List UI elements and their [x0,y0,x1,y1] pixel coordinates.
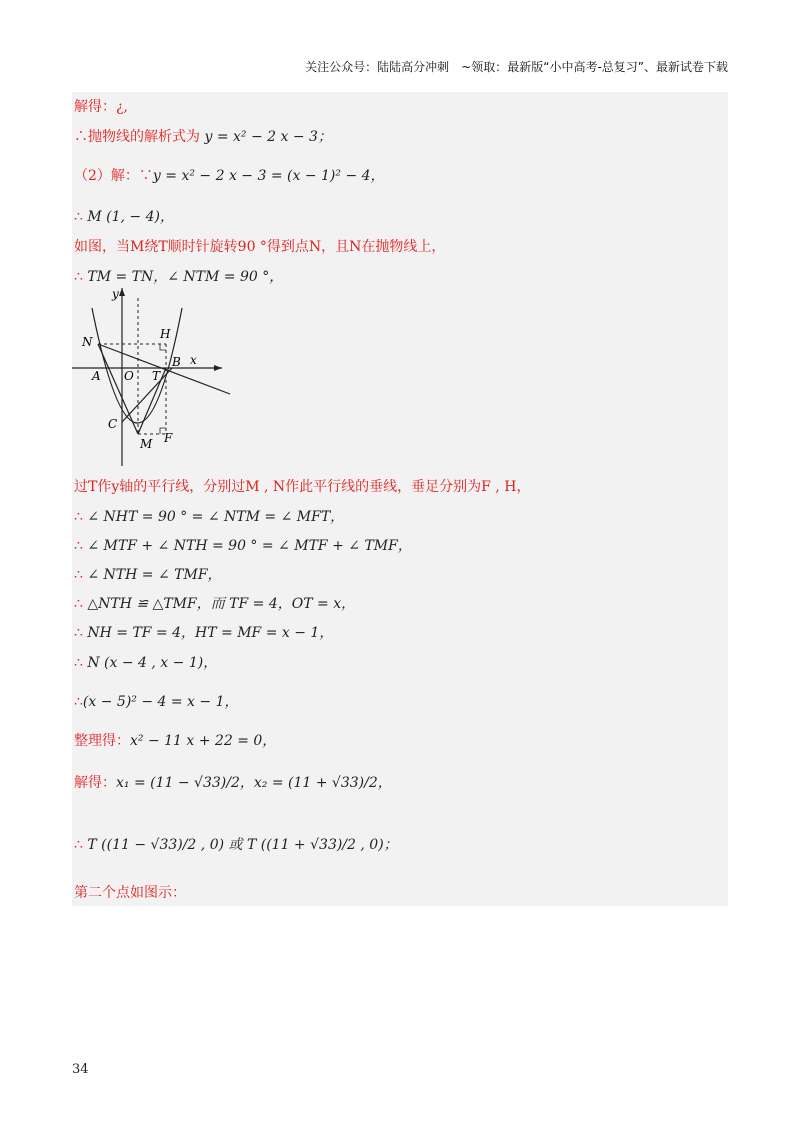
solution-line-3 [74,167,385,185]
solution-line-2 [74,128,332,146]
label-n: N [82,335,93,349]
solution-line-17 [74,836,398,854]
label-c: C [108,417,118,431]
line-label: ∴ [74,209,88,225]
label-b: B [172,355,181,369]
line-label: 解得： [74,775,116,791]
label-a: A [92,369,101,383]
line-math: y = x² − 2 x − 3 = (x − 1)² − 4， [152,168,385,184]
solution-line-13 [74,654,217,672]
line-math: ∠ NTH = ∠ TMF， [87,567,222,583]
line-label: ∴ [74,625,88,641]
solution-block [72,92,728,906]
line-label: ∴抛物线的解析式为 [74,129,205,145]
line-label: ∴ [74,655,88,671]
solution-line-1 [74,98,128,116]
label-t: T [152,369,161,383]
line-math: N (x − 4 , x − 1)， [87,655,218,671]
solution-line-5 [74,238,445,256]
solution-line-15 [74,732,276,750]
right-angle-h [160,344,166,350]
label-x: x [190,353,197,367]
line-math: ∠ NHT = 90 ° = ∠ NTM = ∠ MFT， [87,509,345,525]
line-math: △NTH ≌ △TMF，而 TF = 4，OT = x， [87,596,356,612]
line-label: ∴ [74,694,83,710]
solution-line-12 [74,624,333,642]
line-math: T ((11 − √33)/2 , 0) 或 T ((11 + √33)/2 , 0)； [87,837,398,853]
solution-line-8 [74,508,344,526]
solution-line-10 [74,566,222,584]
line-label: （2）解：∵ [74,168,153,184]
solution-line-9 [74,537,412,555]
label-h: H [160,327,171,341]
line-label: ∴ [74,837,88,853]
solution-line-11 [74,595,355,613]
page-number: 34 [72,1062,89,1077]
line-math: y = x² − 2 x − 3； [204,129,332,145]
y-axis-arrow [119,288,125,296]
line-label: ∴ [74,596,88,612]
label-f: F [164,431,173,445]
line-nb [98,344,230,394]
solution-line-14 [74,693,239,711]
x-axis-arrow [214,365,222,371]
line-label: 整理得： [74,733,130,749]
page-header: 关注公众号：陆陆高分冲刺 ~领取：最新版“小中高考-总复习”、最新试卷下载 [305,60,728,74]
line-label: 解得： [74,99,116,115]
line-math: x₁ = (11 − √33)/2，x₂ = (11 + √33)/2， [116,775,392,791]
parabola-figure [72,288,252,468]
line-math: ∠ MTF + ∠ NTH = 90 ° = ∠ MTF + ∠ TMF， [87,538,412,554]
line-math: x² − 11 x + 22 = 0， [130,733,277,749]
label-y: y [112,288,119,301]
line-math: TM = TN，∠ NTM = 90 °， [87,269,284,285]
line-label: 如图，当M绕T顺时针旋转90 °得到点N，且N在抛物线上， [74,239,446,255]
line-label: ∴ [74,509,88,525]
label-m: M [140,437,153,451]
line-math: NH = TF = 4，HT = MF = x − 1， [87,625,334,641]
solution-line-7 [74,478,530,496]
line-label: ∴ [74,269,88,285]
line-label: ∴ [74,538,88,554]
solution-line-6 [74,268,283,286]
label-o: O [124,369,134,383]
line-label: 第二个点如图示： [74,885,186,901]
solution-line-4 [74,208,174,226]
line-label: ∴ [74,567,88,583]
solution-line-16 [74,774,392,792]
line-math: M (1, − 4)， [87,209,174,225]
line-math: (x − 5)² − 4 = x − 1， [82,694,239,710]
line-label: 过T作y轴的平行线，分别过M , N作此平行线的垂线，垂足分别为F , H， [74,479,531,495]
solution-line-18 [74,884,186,902]
line-math: ¿, [116,99,128,115]
